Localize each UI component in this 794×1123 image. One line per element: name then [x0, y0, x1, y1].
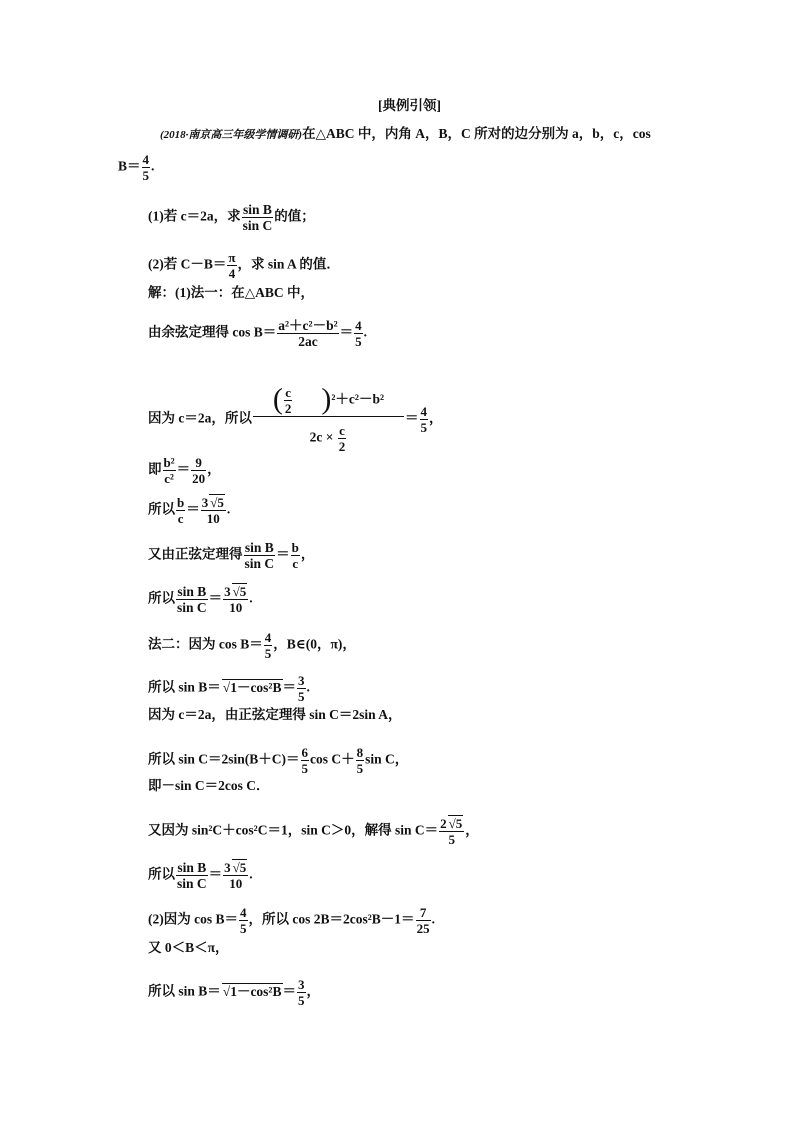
- problem-stem-text: 在△ABC 中，内角 A，B，C 所对的边分别为 a，b，c，cos: [302, 126, 651, 141]
- solution-line-14: 所以 $\frac{\text{sin B}}{\text{sin C}}$ ＝ $\frac{3 √5}{10}$ .: [148, 860, 253, 891]
- problem-source: (2018·南京高三年级学情调研): [160, 129, 303, 141]
- fraction-sinB-sinC: $\frac{\text{sin B}}{\text{sin C}}$: [242, 202, 273, 233]
- problem-stem-line-1: [160, 126, 651, 143]
- fraction-cosine-law: $\frac{\text{a²＋c²－b²}}{2ac}$: [278, 318, 338, 349]
- solution-line-2: 由余弦定理得 cos B＝ $\frac{\text{a²＋c²－b²}}{2ac}$ ＝ $\frac{4}{5}$ .: [148, 318, 368, 349]
- solution-line-3: 因为 c＝2a，所以 ( $\frac{c}{2}$ )²＋c²－b² 2c × $\frac{c}{2}$ ＝ $\frac{4}{5}$ ，: [148, 382, 443, 454]
- solution-line-15: (2)因为 cos B＝ $\frac{4}{5}$ ，所以 cos 2B＝2cos²B－1＝ $\frac{7}{25}$ .: [148, 905, 435, 936]
- solution-line-9: 所以 sin B＝ √1－cos²B＝ $\frac{3}{5}$ .: [148, 673, 310, 704]
- fraction-4-5: $\frac{4}{5}$: [142, 152, 150, 183]
- solution-line-13: 又因为 sin²C＋cos²C＝1，sin C＞0，解得 sin C＝ $\frac{2 √5}{5}$ ，: [148, 816, 479, 847]
- solution-line-16: 又 0＜B＜π，: [148, 940, 229, 955]
- solution-line-10: 因为 c＝2a，由正弦定理得 sin C＝2sin A，: [148, 707, 402, 722]
- fraction-substituted: ( $\frac{c}{2}$ )²＋c²－b² 2c × $\frac{c}{2}$: [253, 385, 404, 454]
- solution-line-11: 所以 sin C＝2sin(B＋C)＝ $\frac{6}{5}$ cos C＋ $\frac{8}{5}$ sin C，: [148, 745, 409, 776]
- question-1: (1)若 c＝2a，求 $\frac{\text{sin B}}{\text{sin C}}$ 的值；: [148, 202, 315, 233]
- solution-line-8: 法二：因为 cos B＝ $\frac{4}{5}$ ，B∈(0，π)，: [148, 630, 356, 661]
- fraction-pi-4: $\frac{\pi}{4}$: [228, 250, 236, 281]
- solution-line-6: 又由正弦定理得 $\frac{\text{sin B}}{\text{sin C}}$ ＝ $\frac{b}{c}$ ，: [148, 540, 315, 571]
- solution-line-4: 即 $\frac{\text{b²}}{\text{c²}}$ ＝ $\frac{9}{20}$ ，: [148, 455, 221, 486]
- solution-line-17: 所以 sin B＝ √1－cos²B＝ $\frac{3}{5}$ ，: [148, 977, 320, 1008]
- solution-line-5: 所以 $\frac{b}{c}$ ＝ $\frac{3 √5}{10}$ .: [148, 495, 231, 526]
- solution-line-1: 解：(1)法一：在△ABC 中，: [148, 285, 315, 300]
- question-2: (2)若 C－B＝ $\frac{\pi}{4}$ ，求 sin A 的值．: [148, 250, 340, 281]
- solution-line-7: 所以 $\frac{\text{sin B}}{\text{sin C}}$ ＝ $\frac{3 √5}{10}$ .: [148, 584, 253, 615]
- problem-stem-line-2: B＝ $\frac{4}{5}$ .: [118, 152, 155, 183]
- solution-line-12: 即－sin C＝2cos C．: [148, 778, 270, 793]
- section-heading: [典例引领]: [378, 98, 441, 113]
